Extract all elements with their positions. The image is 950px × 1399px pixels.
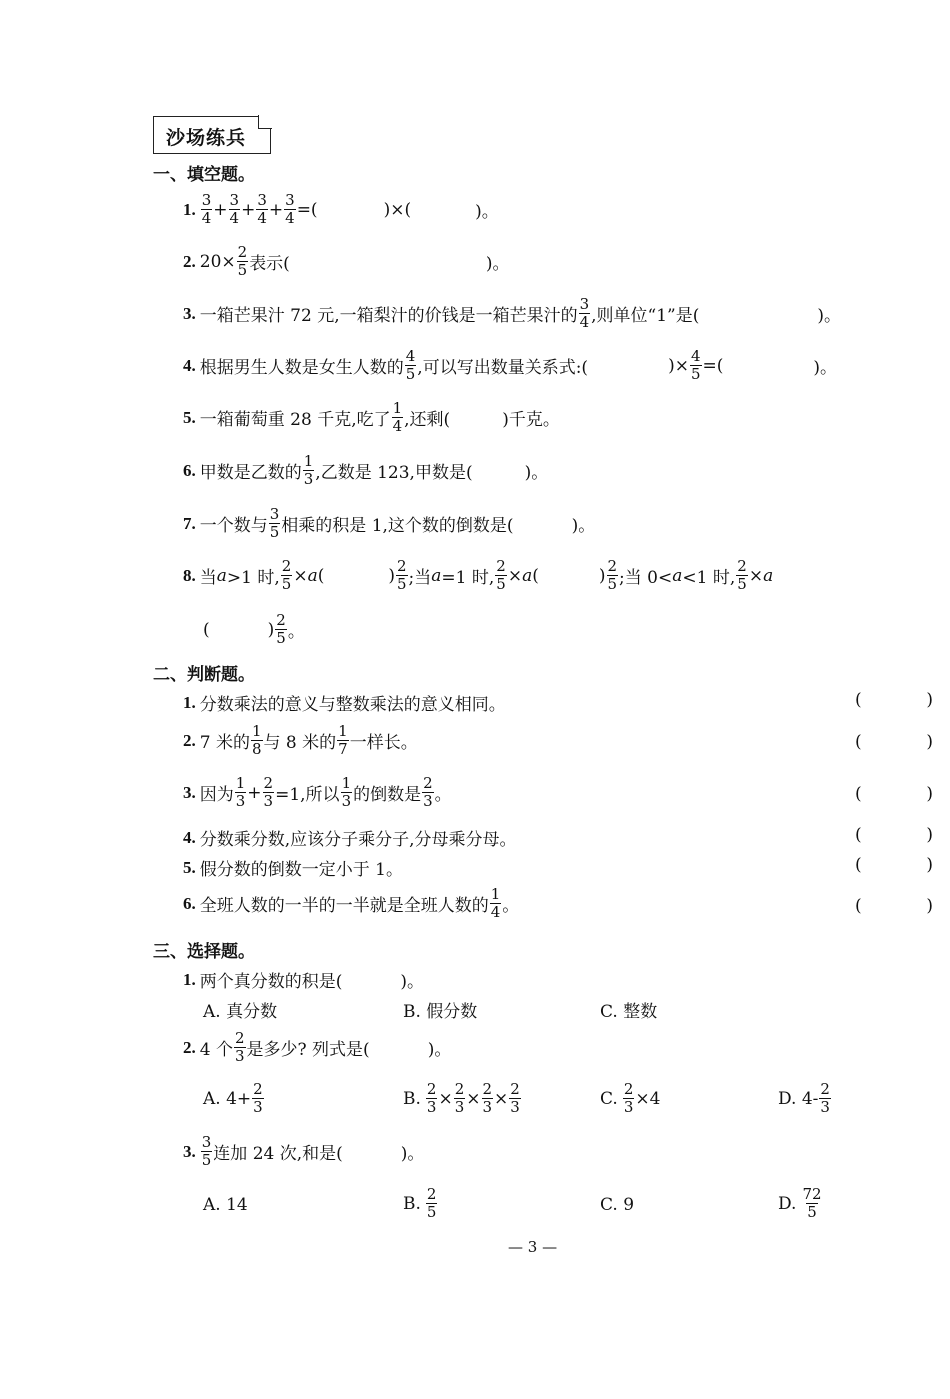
- choice-1-option-a[interactable]: A. 真分数: [203, 1002, 278, 1022]
- choice-question-2: 2. 4 个 $\frac{2}{3}$ 是多少? 列式是( )。: [183, 1029, 452, 1065]
- fill-question-3: 3. 一箱芒果汁 72 元,一箱梨汁的价钱是一箱芒果汁的 $\frac{3}{4}$ ,则单位“1”是( )。: [183, 295, 842, 331]
- fraction: $\frac{3}{4}$: [201, 191, 212, 227]
- judge-question-3: 3. 因为 $\frac{1}{3}$ + $\frac{2}{3}$ =1,所以 $\frac{1}{3}$ 的倒数是 $\frac{2}{3}$ 。: [183, 774, 452, 810]
- fill-question-1: 1. $\frac{3}{4}$ + $\frac{3}{4}$ + $\frac{3}{4}$ + $\frac{3}{4}$ =( )×( )。: [183, 191, 499, 227]
- choice-2-option-b[interactable]: B. $\frac{2}{3}$ × $\frac{2}{3}$ × $\frac{2}{3}$ × $\frac{2}{3}$: [403, 1080, 520, 1116]
- fraction: $\frac{2}{3}$: [263, 774, 274, 810]
- fraction: $\frac{1}{4}$: [392, 399, 403, 435]
- fraction: $\frac{1}{3}$: [341, 774, 352, 810]
- fraction: $\frac{4}{5}$: [405, 347, 416, 383]
- choice-3-option-d[interactable]: D. $\frac{72}{5}$: [778, 1185, 822, 1221]
- fraction: $\frac{1}{8}$: [251, 722, 262, 758]
- choice-3-option-b[interactable]: B. $\frac{2}{5}$: [403, 1185, 437, 1221]
- fraction: $\frac{2}{5}$: [607, 557, 618, 593]
- fill-question-2: 2. 20× $\frac{2}{5}$ 表示( )。: [183, 243, 510, 279]
- judge-question-6: 6. 全班人数的一半的一半就是全班人数的 $\frac{1}{4}$ 。: [183, 885, 520, 921]
- judge-question-5: 5. 假分数的倒数一定小于 1。: [183, 857, 403, 880]
- choice-2-option-a[interactable]: A. 4+ $\frac{2}{3}$: [203, 1080, 263, 1116]
- judge-question-1: 1. 分数乘法的意义与整数乘法的意义相同。: [183, 692, 506, 715]
- fill-question-8: 8. 当 a >1 时, $\frac{2}{5}$ × a ( ) $\frac{2}{5}$ ;当 a =1 时, $\frac{2}{5}$ × a ( ) $\frac{2}{5}$ ;当 0< a <1 时, $\frac{2}{5}$ × a: [183, 557, 774, 593]
- judge-answer-4[interactable]: ( ): [855, 825, 933, 845]
- choice-2-option-d[interactable]: D. 4- $\frac{2}{3}$: [778, 1080, 830, 1116]
- judge-answer-2[interactable]: ( ): [855, 732, 933, 752]
- judge-answer-5[interactable]: ( ): [855, 855, 933, 875]
- fraction: $\frac{2}{3}$: [253, 1080, 263, 1116]
- judge-answer-1[interactable]: ( ): [855, 690, 933, 710]
- choice-3-option-c[interactable]: C. 9: [600, 1195, 635, 1215]
- page-title: 沙场练兵: [166, 127, 247, 149]
- fraction: $\frac{3}{4}$: [285, 191, 295, 227]
- fraction: $\frac{2}{3}$: [423, 774, 433, 810]
- choice-1-option-c[interactable]: C. 整数: [600, 1002, 658, 1022]
- choice-3-option-a[interactable]: A. 14: [203, 1195, 248, 1215]
- fill-question-6: 6. 甲数是乙数的 $\frac{1}{3}$ ,乙数是 123,甲数是( )。: [183, 452, 549, 488]
- page-number: — 3 —: [508, 1238, 558, 1256]
- section-choice-heading: 三、选择题。: [153, 942, 255, 962]
- choice-2-option-c[interactable]: C. $\frac{2}{3}$ ×4: [600, 1080, 661, 1116]
- fraction: $\frac{3}{4}$: [579, 295, 590, 331]
- fraction: $\frac{2}{5}$: [276, 611, 286, 647]
- fraction: $\frac{3}{5}$: [269, 505, 280, 541]
- section-title-box: [153, 116, 271, 154]
- fraction: $\frac{1}{3}$: [303, 452, 314, 488]
- fill-question-5: 5. 一箱葡萄重 28 千克,吃了 $\frac{1}{4}$ ,还剩( )千克。: [183, 399, 560, 435]
- fill-question-8-cont: ( ) $\frac{2}{5}$ 。: [203, 611, 305, 647]
- fraction: $\frac{2}{3}$: [234, 1029, 245, 1065]
- judge-question-4: 4. 分数乘分数,应该分子乘分子,分母乘分母。: [183, 827, 517, 850]
- fraction: $\frac{4}{5}$: [690, 347, 701, 383]
- fraction: $\frac{3}{5}$: [201, 1133, 212, 1169]
- choice-1-option-b[interactable]: B. 假分数: [403, 1002, 478, 1022]
- fill-question-7: 7. 一个数与 $\frac{3}{5}$ 相乘的积是 1,这个数的倒数是( )。: [183, 505, 596, 541]
- fraction: $\frac{2}{5}$: [396, 557, 407, 593]
- fraction: $\frac{2}{5}$: [237, 243, 248, 279]
- fraction: $\frac{3}{4}$: [229, 191, 240, 227]
- judge-answer-3[interactable]: ( ): [855, 784, 933, 804]
- section-fill-heading: 一、填空题。: [153, 165, 255, 185]
- fraction: $\frac{2}{5}$: [281, 557, 292, 593]
- fraction: $\frac{2}{5}$: [496, 557, 506, 593]
- folded-corner-icon: [258, 115, 272, 129]
- judge-answer-6[interactable]: ( ): [855, 896, 933, 916]
- fraction: $\frac{1}{3}$: [235, 774, 246, 810]
- choice-question-1: 1. 两个真分数的积是( )。: [183, 969, 425, 992]
- fraction: $\frac{2}{5}$: [737, 557, 747, 593]
- choice-question-3: 3. $\frac{3}{5}$ 连加 24 次,和是( )。: [183, 1133, 425, 1169]
- fraction: $\frac{1}{7}$: [338, 722, 348, 758]
- fill-question-4: 4. 根据男生人数是女生人数的 $\frac{4}{5}$ ,可以写出数量关系式:( )× $\frac{4}{5}$ =( )。: [183, 347, 838, 383]
- section-judge-heading: 二、判断题。: [153, 665, 255, 685]
- judge-question-2: 2. 7 米的 $\frac{1}{8}$ 与 8 米的 $\frac{1}{7}$ 一样长。: [183, 722, 418, 758]
- fraction: $\frac{1}{4}$: [490, 885, 501, 921]
- fraction: $\frac{3}{4}$: [257, 191, 267, 227]
